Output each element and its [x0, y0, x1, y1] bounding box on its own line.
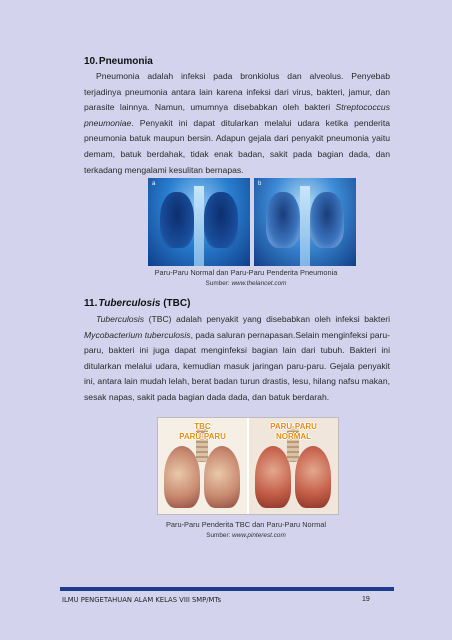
footer-rule [60, 587, 394, 591]
section-title: Tuberculosis [98, 298, 161, 309]
section-title: Pneumonia [98, 56, 153, 67]
figure-source-pneumonia: Sumber: www.thelancet.com [205, 280, 287, 287]
source-link[interactable]: www.pinterest.com [232, 532, 286, 539]
section-heading-pneumonia [84, 56, 153, 68]
page-number: 19 [362, 596, 370, 603]
normal-label-line1: PARU-PARU [270, 422, 317, 431]
figure-source-tbc: Sumber: www.pinterest.com [206, 532, 286, 539]
lungs-figure [157, 417, 339, 515]
figure-caption-pneumonia: Paru-Paru Normal dan Paru-Paru Penderita Pneumonia [154, 268, 338, 277]
pneumonia-paragraph [84, 69, 390, 178]
tbc-label-line2: PARU-PARU [179, 432, 226, 441]
xray-figure [148, 178, 356, 266]
normal-label-line2: NORMAL [275, 432, 312, 441]
section-number: 10. [84, 56, 98, 67]
footer-book-title: ILMU PENGETAHUAN ALAM KELAS VIII SMP/MTs [62, 596, 221, 604]
figure-tag-b: b [258, 181, 262, 187]
figure-caption-tbc: Paru-Paru Penderita TBC dan Paru-Paru Normal [165, 520, 327, 529]
section-number: 11. [84, 298, 98, 309]
figure-tag-a: a [152, 181, 156, 187]
tbc-lungs-image [158, 418, 247, 514]
xray-pneumonia-image [254, 178, 356, 266]
tuberculosis-text: Tuberculosis (TBC) adalah penyakit yang disebabkan oleh infeksi bakteri Mycobacterium tuberculosis, pada saluran pernapasan.Selain menginfeksi paru-paru, bakteri ini juga dapat menginfeksi bagian lain dari tubuh. Bakteri ini ditularkan melalui udara, kemudian masuk jaringan paru-paru. Gejala penyakit ini, antara lain mudah lelah, berat badan turun drastis, lesu, hilang nafsu makan, sesak napas, sakit pada bagian dada dada, dan batuk berdarah. [84, 314, 391, 402]
pneumonia-text: Pneumonia adalah infeksi pada bronkiolus dan alveolus. Penyebab terjadinya pneumonia antara lain karena infeksi dari virus, bakteri, jamur, dan parasite lainnya. Namun, umumnya disebabkan oleh bakteri Streptococcus pneumoniae. Penyakit ini dapat ditularkan melalui udara ketika penderita pneumonia batuk maupun bersin. Adapun gejala dari penyakit pneumonia yaitu demam, batuk berdahak, tidak enak badan, sakit pada bagian dada, dan terkadang mengalami kesulitan bernapas. [84, 71, 390, 175]
tbc-label-line1: TBC [194, 422, 211, 431]
tuberculosis-paragraph [84, 312, 390, 406]
normal-lungs-image [249, 418, 338, 514]
section-title-suffix: (TBC) [160, 298, 191, 309]
source-link[interactable]: www.thelancet.com [231, 280, 287, 287]
xray-normal-image [148, 178, 250, 266]
section-heading-tuberculosis [84, 298, 190, 310]
